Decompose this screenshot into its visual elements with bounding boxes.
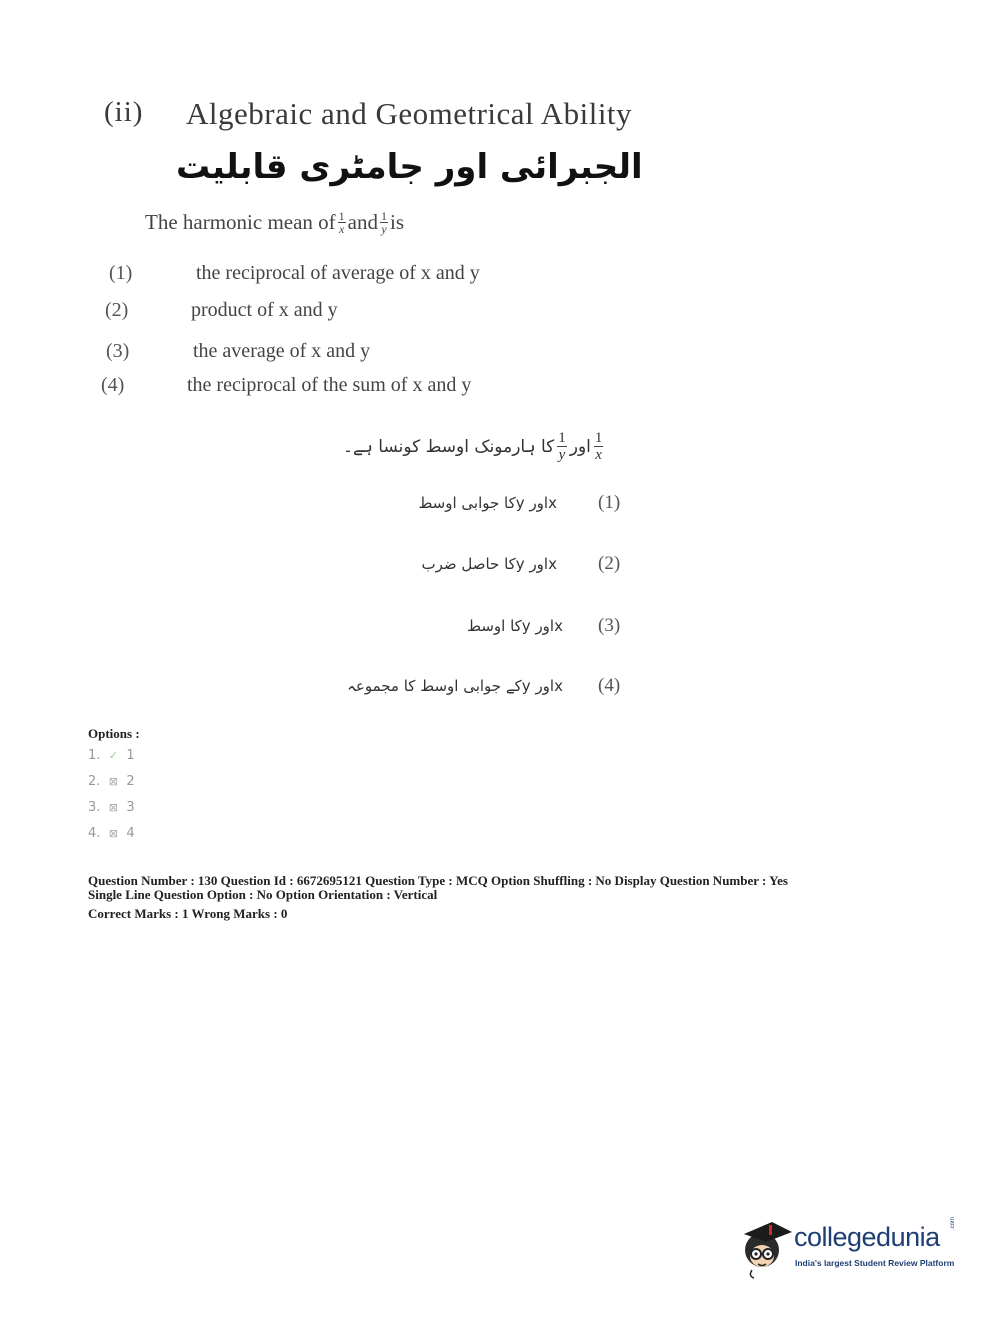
fraction-numerator: 1	[594, 430, 603, 446]
cross-icon: ⊠	[108, 827, 119, 840]
mascot-icon	[736, 1212, 794, 1282]
fraction-denominator: x	[595, 447, 602, 463]
cross-icon: ⊠	[108, 775, 119, 788]
choice-index: 1.	[88, 748, 101, 763]
question-meta-line-3: Correct Marks : 1 Wrong Marks : 0	[88, 906, 288, 921]
question-suffix: is	[390, 210, 405, 234]
option-4-text: the reciprocal of the sum of x and y	[187, 374, 472, 396]
logo-tagline: India's largest Student Review Platform	[795, 1258, 955, 1268]
question-prefix: The harmonic mean of	[145, 210, 336, 234]
option-4-number: (4)	[101, 374, 125, 396]
fraction-numerator: 1	[381, 209, 387, 223]
question-meta-line-1: Question Number : 130 Question Id : 6672695121 Question Type : MCQ Option Shuffling : No Display Question Number : Yes	[88, 873, 788, 888]
fraction-one-over-y	[380, 210, 388, 235]
choice-1[interactable]	[88, 748, 135, 763]
section-title-urdu: الجبرائی اور جامٹری قابلیت	[176, 147, 643, 187]
choice-value: 3	[126, 800, 135, 815]
choice-value: 2	[126, 774, 135, 789]
question-meta-line-2: Single Line Question Option : No Option Orientation : Vertical	[88, 887, 438, 902]
urdu-option-3-text: xاور yکا اوسط	[467, 617, 563, 635]
section-number: (ii)	[104, 96, 144, 128]
choice-value: 4	[126, 826, 135, 841]
question-text	[145, 210, 404, 235]
logo-wordmark: collegedunia	[794, 1222, 940, 1252]
question-urdu-text: کا ہارمونک اوسط کونسا ہے۔	[343, 437, 555, 457]
fraction-one-over-x	[594, 430, 604, 463]
option-3-text: the average of x and y	[193, 340, 371, 362]
fraction-numerator: 1	[338, 209, 345, 223]
urdu-option-3-number: (3)	[598, 615, 621, 636]
fraction-denominator: x	[339, 222, 345, 236]
question-urdu-join: اور	[569, 436, 591, 457]
logo-domain-suffix: .com	[950, 1216, 956, 1230]
choice-index: 2.	[88, 774, 101, 789]
urdu-option-1-text: xاور yکا جوابی اوسط	[418, 494, 557, 512]
fraction-denominator: y	[558, 447, 566, 463]
option-2-text: product of x and y	[191, 299, 338, 321]
choice-index: 3.	[88, 800, 101, 815]
choice-value: 1	[126, 748, 135, 763]
option-1-number: (1)	[109, 262, 133, 284]
section-title: Algebraic and Geometrical Ability	[186, 96, 633, 131]
choice-4[interactable]	[88, 826, 135, 841]
urdu-option-4-number: (4)	[598, 675, 621, 696]
urdu-option-4-text: xاور yکے جوابی اوسط کا مجموعہ	[347, 677, 563, 695]
fraction-denominator: y	[381, 222, 387, 236]
fraction-numerator: 1	[558, 430, 566, 446]
check-icon: ✓	[108, 749, 119, 762]
collegedunia-logo	[736, 1212, 966, 1282]
option-1-text: the reciprocal of average of x and y	[196, 262, 480, 284]
option-2-number: (2)	[105, 299, 129, 321]
urdu-option-2-text: xاور yکا حاصل ضرب	[421, 555, 557, 573]
urdu-option-1-number: (1)	[598, 492, 621, 513]
choice-2[interactable]	[88, 774, 135, 789]
question-text-urdu	[343, 430, 606, 463]
question-middle: and	[347, 210, 378, 234]
choice-3[interactable]	[88, 800, 135, 815]
cross-icon: ⊠	[108, 801, 119, 814]
fraction-one-over-y	[557, 430, 567, 463]
fraction-one-over-x	[338, 210, 346, 235]
choice-index: 4.	[88, 826, 101, 841]
urdu-option-2-number: (2)	[598, 553, 621, 574]
options-label: Options :	[88, 726, 140, 741]
option-3-number: (3)	[106, 340, 130, 362]
